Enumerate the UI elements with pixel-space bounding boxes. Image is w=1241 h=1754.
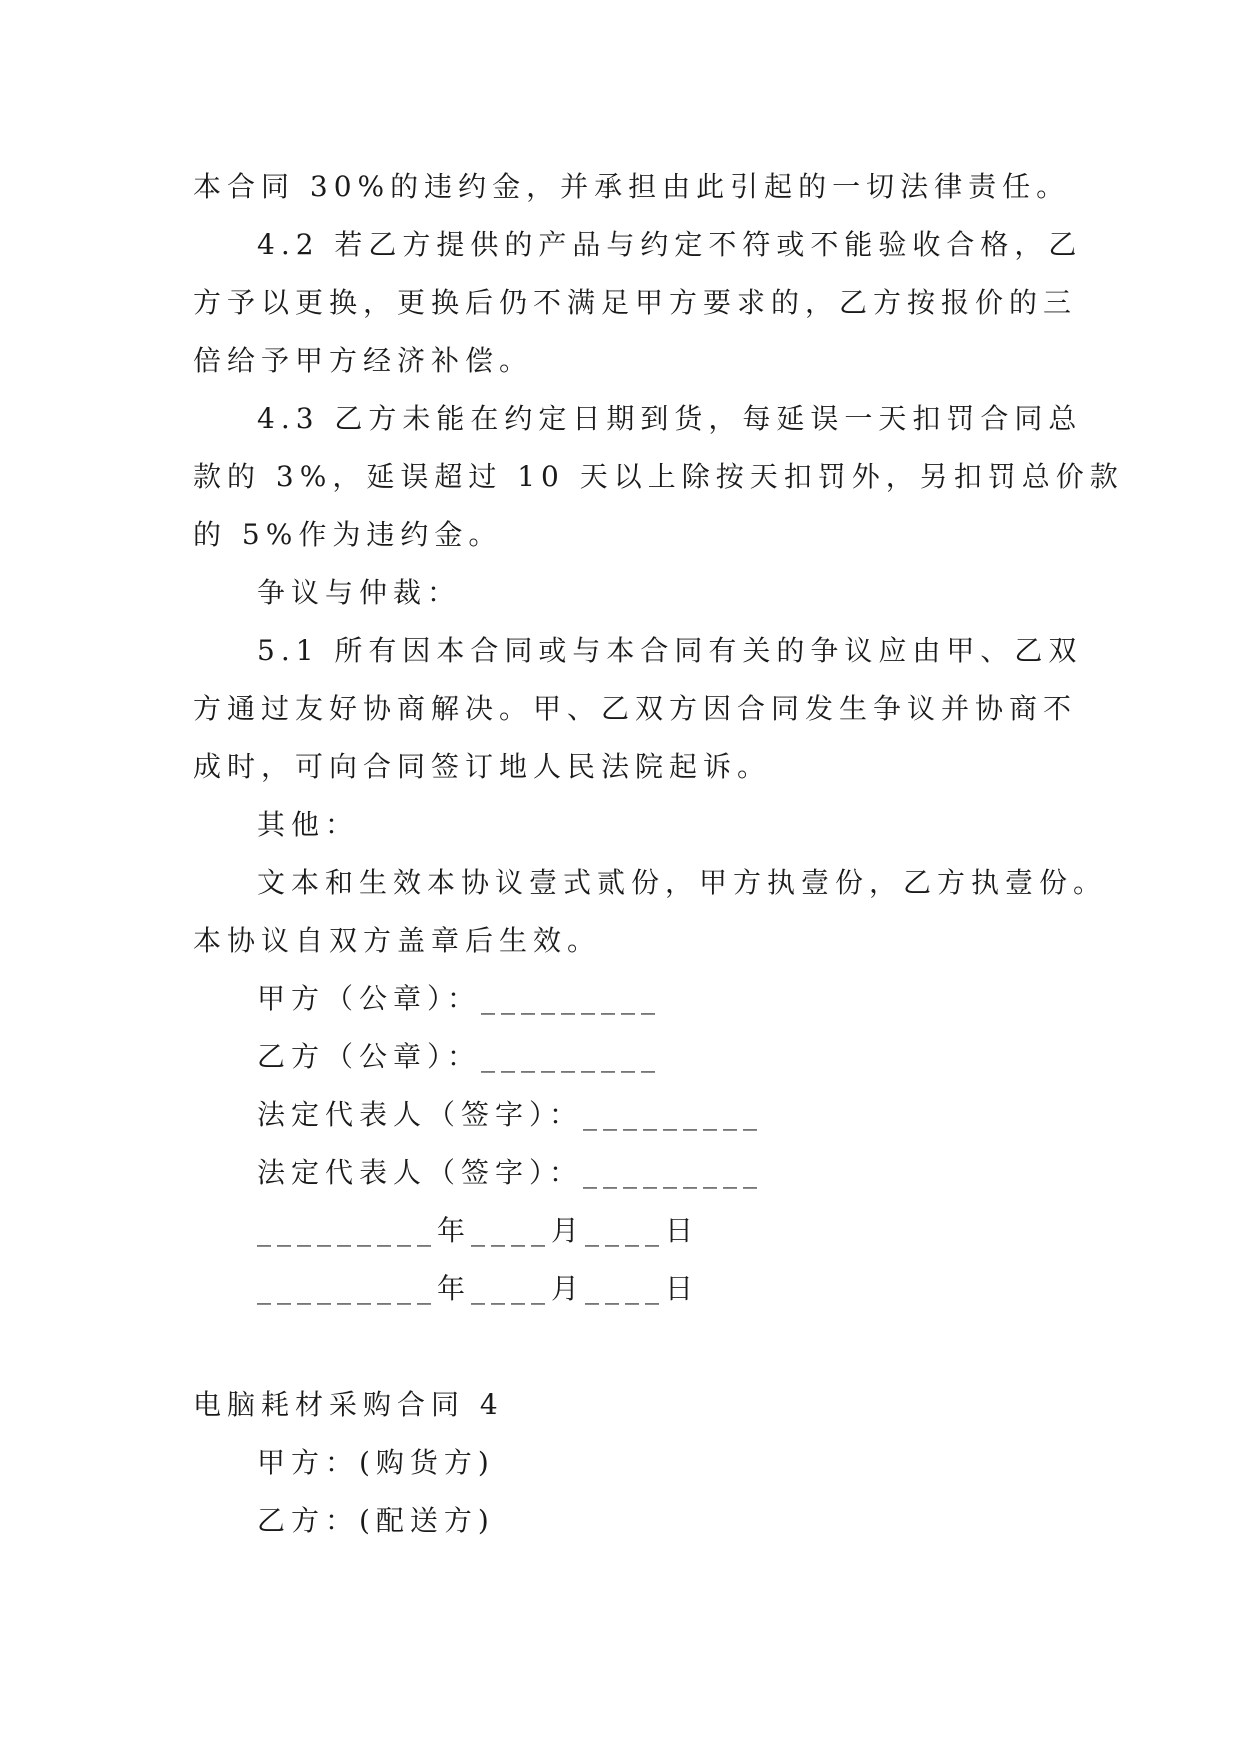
- signature-legal-rep: 法定代表人（签字）：_________: [257, 1098, 764, 1131]
- document-page: [193, 158, 1124, 1550]
- signature-party-b: 乙方（公章）：_________: [257, 1040, 662, 1073]
- section-heading-other: 其他：: [257, 808, 360, 841]
- text-line: 方予以更换，更换后仍不满足甲方要求的，乙方按报价的三: [193, 286, 1078, 319]
- text-line: 本合同 30%的违约金，并承担由此引起的一切法律责任。: [193, 170, 1071, 203]
- text-line: 文本和生效本协议壹式贰份，甲方执壹份，乙方执壹份。: [257, 866, 1108, 899]
- text-line: 倍给予甲方经济补偿。: [193, 344, 534, 377]
- text-line: 的 5%作为违约金。: [193, 518, 503, 551]
- signature-party-a: 甲方（公章）：_________: [257, 982, 662, 1015]
- signature-legal-rep: 法定代表人（签字）：_________: [257, 1156, 764, 1189]
- text-line: 本协议自双方盖章后生效。: [193, 924, 602, 957]
- spacer: [193, 1318, 1055, 1376]
- text-line: 款的 3%，延误超过 10 天以上除按天扣罚外，另扣罚总价款: [193, 460, 1124, 493]
- party-b-label: 乙方：(配送方): [257, 1504, 495, 1537]
- date-line: _________年____月____日: [257, 1214, 700, 1247]
- text-line: 方通过友好协商解决。甲、乙双方因合同发生争议并协商不: [193, 692, 1078, 725]
- next-contract-title: 电脑耗材采购合同 4: [193, 1388, 504, 1421]
- text-line: 成时，可向合同签订地人民法院起诉。: [193, 750, 772, 783]
- clause-4-3: 4.3 乙方未能在约定日期到货，每延误一天扣罚合同总: [257, 402, 1083, 435]
- section-heading-dispute: 争议与仲裁：: [257, 576, 462, 609]
- date-line: _________年____月____日: [257, 1272, 700, 1305]
- party-a-label: 甲方：(购货方): [257, 1446, 495, 1479]
- clause-4-2: 4.2 若乙方提供的产品与约定不符或不能验收合格，乙: [257, 228, 1083, 261]
- clause-5-1: 5.1 所有因本合同或与本合同有关的争议应由甲、乙双: [257, 634, 1083, 667]
